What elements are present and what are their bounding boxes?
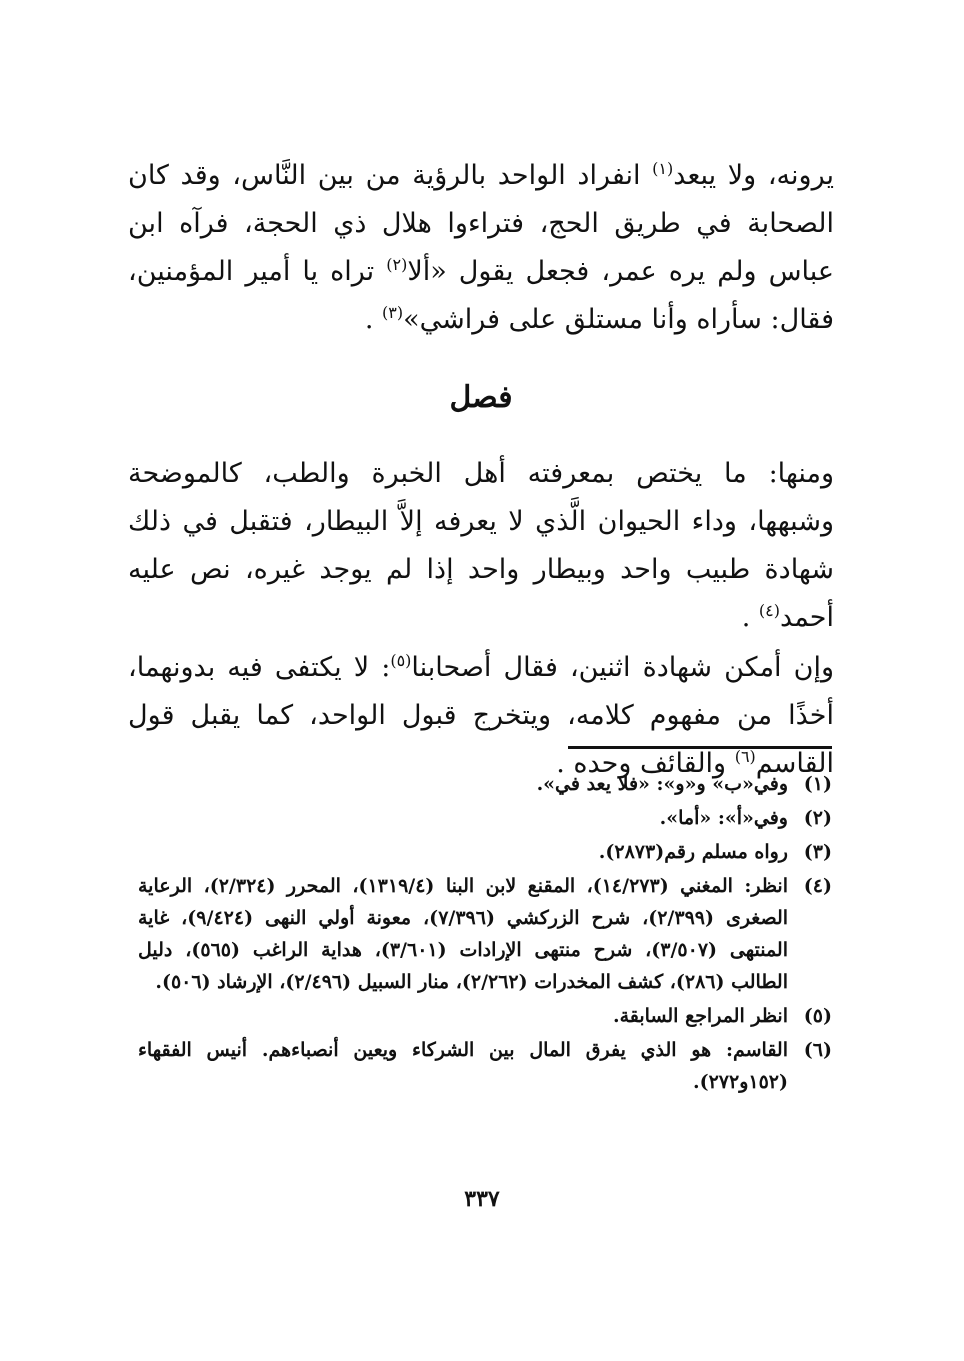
paragraph-1-text-d: . xyxy=(364,304,382,335)
footnote-5 xyxy=(138,1000,832,1032)
paragraph-3-text-a: وإن أمكن شهادة اثنين، فقال أصحابنا xyxy=(411,652,835,683)
footnote-number: (٣) xyxy=(803,841,832,863)
footnote-ref-5: (٥) xyxy=(390,651,412,670)
footnote-3 xyxy=(138,836,832,868)
footnote-ref-6: (٦) xyxy=(734,747,756,766)
paragraph-1 xyxy=(128,152,834,344)
paragraph-2 xyxy=(128,450,834,642)
footnote-ref-2: (٢) xyxy=(386,255,408,274)
footnote-number: (٦) xyxy=(803,1039,832,1061)
footnote-text: وفي«ب» و«و»: «فلا يعد في». xyxy=(536,773,788,795)
footnote-2 xyxy=(138,802,832,834)
paragraph-2-text-b: . xyxy=(741,602,759,633)
footnote-text: رواه مسلم رقم(٢٨٧٣). xyxy=(598,841,788,863)
section-heading: فصل xyxy=(449,380,513,415)
paragraph-3 xyxy=(128,644,834,788)
footnote-number: (٤) xyxy=(803,875,832,897)
footnote-6 xyxy=(138,1034,832,1098)
footnote-number: (١) xyxy=(803,773,832,795)
footnote-text: انظر: المغني (١٤/٢٧٣)، المقنع لابن البنا (١٣١٩/٤)، المحرر (٢/٣٢٤)، الرعاية الصغرى (٢/٣٩٩)، شرح الزركشي (٧/٣٩٦)، معونة أولي النهى (٩/٤٢٤)، غاية المنتهى (٣/٥٠٧)، شرح منتهى الإرادات (٣/٦٠١)، هداية الراغب (٥٦٥)، دليل الطالب (٢٨٦)، كشف المخدرات (٢/٢٦٢)، منار السبيل (٢/٤٩٦)، الإرشاد (٥٠٦). xyxy=(138,875,789,993)
footnote-ref-4: (٤) xyxy=(758,601,781,620)
main-text xyxy=(128,152,834,788)
footnote-1 xyxy=(138,768,832,800)
footnote-divider xyxy=(568,746,832,749)
paragraph-1-text-c: تراه يا أمير المؤمنين، فقال: سأراه وأنا مستلق على فراشي» xyxy=(128,256,834,335)
footnote-ref-1: (١) xyxy=(652,159,674,178)
footnote-number: (٥) xyxy=(803,1005,832,1027)
paragraph-1-text-b: انفراد الواحد بالرؤية من بين النَّاس، وقد كان الصحابة في طريق الحج، فتراءوا هلال ذي الحجة، فرآه ابن عباس ولم يره عمر، فجعل يقول «ألا xyxy=(128,160,835,287)
paragraph-1-text-a: يرونه، ولا يبعد xyxy=(673,160,834,191)
footnote-4 xyxy=(138,870,832,998)
paragraph-3-text-c: والقائف وحده . xyxy=(556,748,735,779)
footnote-text: وفي«أ»: «أما». xyxy=(659,807,788,829)
footnote-number: (٢) xyxy=(803,807,832,829)
paragraph-2-text-a: ومنها: ما يختص بمعرفته أهل الخبرة والطب، كالموضحة وشبهها، وداء الحيوان الَّذي لا يعرفه إلاَّ البيطار، فتقبل في ذلك شهادة طبيب واحد وبيطار واحد إذا لم يوجد غيره، نص عليه أحمد xyxy=(128,458,834,633)
page-number: ٣٣٧ xyxy=(464,1186,500,1212)
paragraph-3-text-b: : لا يكتفى فيه بدونهما، أخذًا من مفهوم كلامه، ويتخرج قبول الواحد، كما يقبل قول القاسم xyxy=(128,652,834,779)
footnotes xyxy=(138,768,832,1100)
footnote-ref-3: (٣) xyxy=(382,303,404,322)
footnote-text: القاسم: هو الذي يفرق المال بين الشركاء ويعين أنصباءهم. أنيس الفقهاء (١٥٢و٢٧٢). xyxy=(138,1039,788,1093)
footnote-text: انظر المراجع السابقة. xyxy=(612,1005,788,1027)
